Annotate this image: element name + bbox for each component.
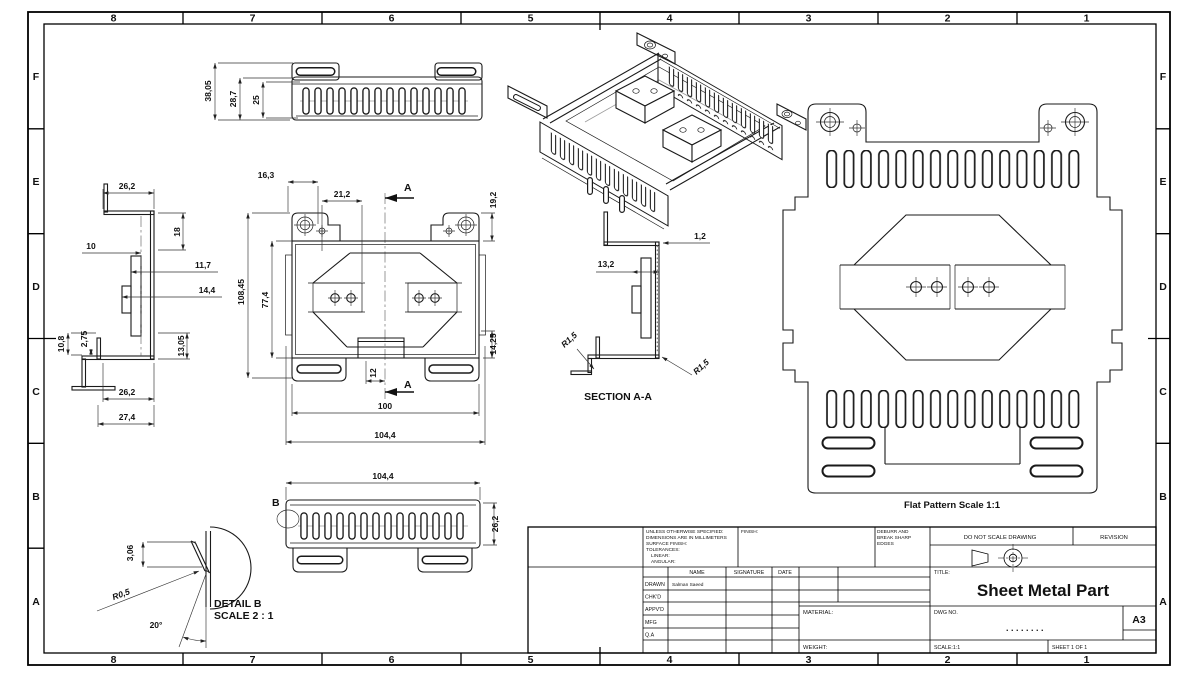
- material-label: MATERIAL:: [803, 610, 834, 616]
- dim-front-slot-offset: 14,25: [488, 333, 498, 355]
- flat-octagon-cutout: [840, 215, 1065, 360]
- row-label-chkd: CHK'D: [645, 594, 662, 601]
- zone-letter: A: [1159, 596, 1167, 608]
- flat-slot-row-bottom: [823, 390, 1083, 428]
- drawn-name-value: Salman Saeed: [672, 583, 704, 588]
- title-block: [528, 527, 1156, 653]
- front-view-dimensions: [236, 170, 498, 445]
- flat-slot-row-top: [823, 150, 1083, 188]
- detail-boundary-circle: [277, 510, 299, 528]
- dim-side-bottom-flange: 26,2: [118, 387, 136, 397]
- dim-bottom-depth: 26,2: [490, 515, 500, 533]
- dim-front-body-height: 77,4: [260, 291, 270, 309]
- dim-top-overall-height: 38,05: [203, 80, 213, 102]
- zone-number: 2: [944, 12, 951, 25]
- scale-label: SCALE:1:1: [934, 645, 961, 651]
- dim-detail-angle: 20°: [149, 620, 163, 630]
- zone-letter: E: [1159, 176, 1167, 188]
- zone-letter: B: [1159, 491, 1167, 503]
- revision-label: REVISION: [1100, 535, 1128, 541]
- dim-side-top-flange: 26,2: [118, 181, 136, 191]
- section-view-label: SECTION A-A: [584, 391, 652, 403]
- zone-letter: E: [32, 176, 40, 188]
- row-label-qa: Q.A: [645, 632, 655, 639]
- dim-detail-radius: R0,5: [110, 586, 132, 602]
- zone-number: 6: [388, 12, 395, 25]
- hem-tab: [191, 541, 210, 573]
- dim-detail-hem-length: 3,06: [125, 544, 135, 562]
- signature-col-header: SIGNATURE: [733, 570, 765, 576]
- zone-letter: D: [1159, 281, 1167, 293]
- zone-number: 2: [944, 654, 951, 666]
- section-mark-bottom: A: [404, 379, 412, 391]
- front-tab-holes: [294, 214, 477, 237]
- deburr-line: EDGES: [877, 542, 894, 547]
- zone-number: 1: [1083, 654, 1090, 666]
- dim-front-body-width: 100: [377, 401, 393, 411]
- dim-side-foot-height: 10,8: [56, 335, 66, 353]
- dim-section-radius-right: R1,5: [690, 357, 712, 377]
- dim-side-bottom-step: 13,05: [176, 335, 186, 357]
- zone-letter: F: [32, 71, 40, 83]
- weight-label: WEIGHT:: [803, 645, 828, 651]
- deburr-line: DEBURR AND: [877, 530, 909, 535]
- top-view: [203, 63, 482, 120]
- front-view: [236, 170, 498, 445]
- flat-pattern-label: Flat Pattern Scale 1:1: [903, 500, 1001, 511]
- name-col-header: NAME: [689, 570, 705, 576]
- iso-bracket-2: [663, 115, 721, 162]
- dwg-no-value: ........: [1005, 623, 1047, 633]
- side-view: [56, 181, 222, 427]
- iso-left-tab: [508, 86, 547, 118]
- row-label-appvd: APPV'D: [645, 607, 664, 613]
- date-col-header: DATE: [778, 570, 792, 576]
- dim-front-tab-offset: 16,3: [257, 170, 275, 180]
- dim-front-overall-width: 104,4: [374, 430, 396, 440]
- dim-side-rib-depth: 11,7: [194, 260, 212, 270]
- isometric-view: [508, 33, 806, 229]
- dim-front-notch: 12: [368, 368, 378, 378]
- spec-line: ANGULAR:: [651, 560, 676, 565]
- zone-letter: A: [32, 596, 40, 608]
- dim-side-rib-offset: 10: [86, 241, 96, 251]
- dim-side-lip: 18: [172, 227, 182, 237]
- zone-letters-left: [32, 71, 40, 608]
- deburr-line: BREAK SHARP: [877, 536, 912, 541]
- flat-pattern: [783, 104, 1122, 511]
- do-not-scale-label: DO NOT SCALE DRAWING: [963, 535, 1037, 541]
- dim-top-slot-height: 25: [251, 95, 261, 105]
- detail-view-scale: SCALE 2 : 1: [214, 610, 274, 622]
- dim-front-overall-height: 108,45: [236, 279, 246, 305]
- louver-slot-row: [298, 512, 466, 540]
- detail-boundary-arc: [210, 527, 251, 609]
- section-mark-top: A: [404, 182, 412, 194]
- title-label: TITLE:: [934, 570, 950, 576]
- dim-side-rib-width: 14,4: [198, 285, 216, 295]
- spec-line: TOLERANCES:: [646, 548, 680, 553]
- zone-number: 1: [1083, 12, 1090, 25]
- tolerance-note: [646, 529, 727, 565]
- zone-letters-right: [1159, 71, 1167, 608]
- spec-line: DIMENSIONS ARE IN MILLIMETERS: [646, 536, 727, 541]
- iso-louver-wall-left: [540, 122, 668, 226]
- spec-line: UNLESS OTHERWISE SPECIFIED:: [646, 530, 724, 535]
- detail-mark: B: [272, 497, 280, 509]
- dim-side-overall-depth: 27,4: [118, 412, 136, 422]
- zone-number: 4: [666, 654, 673, 666]
- iso-top-tab: [637, 33, 675, 64]
- zone-number: 7: [249, 654, 256, 666]
- section-view: [559, 212, 711, 403]
- drawing-title: Sheet Metal Part: [976, 581, 1110, 600]
- zone-number: 3: [805, 654, 812, 666]
- zone-letter: C: [1159, 386, 1167, 398]
- finish-label: FINISH:: [741, 530, 759, 535]
- dim-section-thickness: 1,2: [694, 231, 706, 241]
- projection-symbol-icon: [972, 544, 1028, 572]
- dim-side-hem: 2,75: [79, 330, 89, 348]
- zone-number: 8: [110, 12, 117, 25]
- dim-bottom-overall-width: 104,4: [372, 471, 394, 481]
- dim-top-inner-height: 28,7: [228, 90, 238, 108]
- row-label-mfg: MFG: [645, 620, 657, 626]
- zone-number: 4: [666, 12, 673, 25]
- zone-letter: B: [32, 491, 40, 503]
- detail-view-label: DETAIL B: [214, 598, 262, 610]
- zone-number: 6: [388, 654, 395, 666]
- sheet-size: A3: [1132, 614, 1146, 626]
- deburr-note: [877, 529, 911, 547]
- zone-number: 5: [527, 654, 534, 666]
- flat-flap-holes: [906, 277, 999, 297]
- zone-letter: C: [32, 386, 40, 398]
- bottom-view: [272, 471, 500, 572]
- iso-right-tab: [777, 104, 806, 130]
- dim-section-radius-left: R1,5: [558, 330, 580, 350]
- zone-number: 8: [110, 654, 117, 666]
- zone-letter: D: [32, 281, 40, 293]
- row-label-drawn: DRAWN: [645, 582, 665, 588]
- top-view-dimensions: [203, 63, 300, 120]
- zone-number: 5: [527, 12, 534, 25]
- detail-view: [97, 527, 274, 648]
- zone-letter: F: [1159, 71, 1167, 83]
- louver-slot-row: [300, 87, 468, 115]
- section-cut-marks: [385, 182, 414, 396]
- spec-line: LINEAR:: [651, 554, 670, 559]
- sheet-number-label: SHEET 1 OF 1: [1052, 645, 1088, 651]
- dim-front-tab-height: 19,2: [488, 191, 498, 209]
- zone-number: 7: [249, 12, 256, 25]
- dwg-no-label: DWG NO.: [934, 610, 958, 616]
- flat-corner-holes: [816, 108, 1089, 136]
- dim-front-hole-offset: 21,2: [333, 189, 351, 199]
- spec-line: SURFACE FINISH:: [646, 542, 688, 547]
- front-bottom-notch: [358, 338, 404, 358]
- detail-view-dimensions: [97, 542, 206, 648]
- dim-section-rib-depth: 13,2: [597, 259, 615, 269]
- zone-number: 3: [805, 12, 812, 25]
